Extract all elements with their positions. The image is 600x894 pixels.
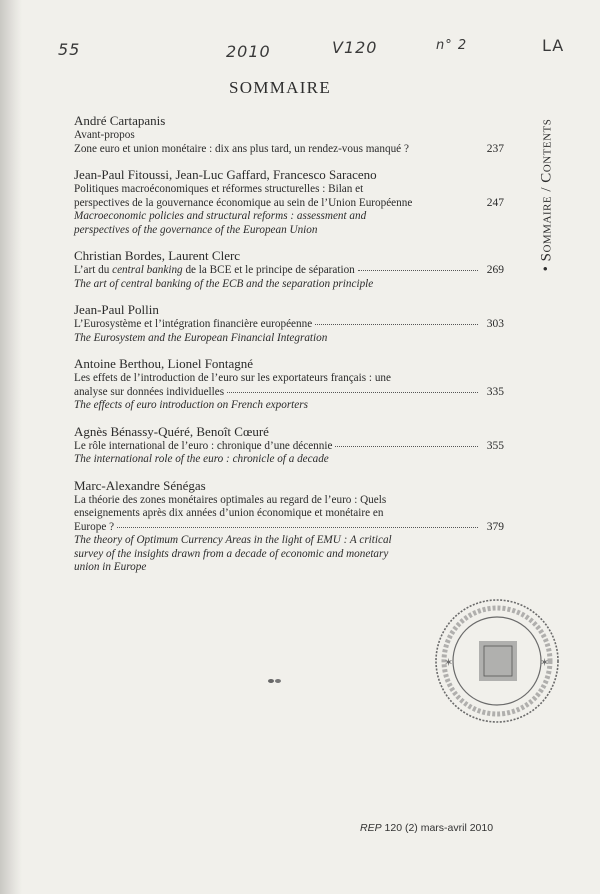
entry-page-number: 335 (486, 385, 504, 398)
title-part: L’art du (74, 264, 113, 276)
entry-authors: Jean-Paul Fitoussi, Jean-Luc Gaffard, Francesco Saraceno (74, 167, 377, 182)
journal-footer (360, 822, 493, 834)
entry-french-title (74, 264, 355, 278)
entry-page-number: 303 (486, 318, 504, 330)
entry-english-title-line: Macroeconomic policies and structural reforms : assessment and (74, 210, 367, 222)
entry-french-title-line: enseignements après dix années d’union économique et monétaire en (74, 507, 384, 519)
toc-entry (74, 478, 504, 575)
entry-english-title-line: The Eurosystem and the European Financial Integration (74, 331, 328, 344)
entry-french-title: L’Eurosystème et l’intégration financière européenne (74, 318, 313, 330)
leader-dots (227, 392, 478, 393)
handwritten-corner-mark: LA (542, 36, 565, 55)
entry-title-text: Zone euro et union monétaire : dix ans plus tard, un rendez-vous manqué ? (74, 142, 409, 155)
toc-entry (74, 248, 504, 291)
svg-text:✶: ✶ (540, 656, 550, 669)
entry-page-number: 237 (486, 142, 504, 155)
entry-title-line (74, 318, 504, 332)
entry-french-title-line: La théorie des zones monétaires optimales au regard de l’euro : Quels (74, 493, 387, 506)
entry-authors: Marc-Alexandre Sénégas (74, 477, 206, 493)
title-part: de la BCE et le principe de séparation (182, 264, 355, 276)
ink-smudge (266, 676, 284, 686)
entry-page-number: 247 (486, 196, 504, 209)
handwritten-year: 2010 (226, 42, 271, 61)
leader-dots (315, 324, 478, 325)
entry-title-line (74, 386, 504, 400)
handwritten-number: 55 (58, 40, 81, 59)
svg-text:✶: ✶ (444, 656, 454, 669)
entry-page-number: 379 (486, 520, 504, 533)
handwritten-volume: V120 (332, 38, 378, 57)
entry-english-title-line: survey of the insights drawn from a decade of economic and monetary (74, 547, 389, 560)
side-label-text: • Sommaire / Contents (538, 118, 555, 272)
leader-dots (358, 270, 478, 271)
entry-french-title: Le rôle international de l’euro : chronique d’une décennie (74, 439, 333, 452)
entry-french-title-line: analyse sur données individuelles (74, 385, 225, 398)
journal-issue: 120 (2) mars-avril 2010 (381, 822, 494, 834)
entry-title-line (74, 264, 504, 278)
entry-title-line (74, 521, 504, 535)
library-stamp (432, 596, 562, 726)
toc-entry (74, 424, 504, 467)
page-title: SOMMAIRE (228, 78, 332, 97)
side-label (534, 90, 560, 300)
toc-entry (74, 356, 504, 413)
entry-authors: Christian Bordes, Laurent Clerc (74, 248, 241, 263)
toc-entry (74, 113, 504, 156)
handwritten-issue: n° 2 (436, 38, 468, 53)
entry-english-title-line: The theory of Optimum Currency Areas in the light of EMU : A critical (74, 534, 392, 546)
toc-entry (74, 302, 504, 345)
entry-english-title-line: The effects of euro introduction on French exporters (74, 399, 308, 411)
page-edge-shadow (0, 0, 22, 894)
entry-english-title-line: The international role of the euro : chronicle of a decade (74, 453, 329, 465)
entry-authors: André Cartapanis (74, 113, 166, 128)
journal-abbrev: REP (360, 822, 382, 834)
entry-title-line (74, 440, 504, 454)
entry-section-label: Avant-propos (74, 129, 135, 141)
entry-english-title-line: The art of central banking of the ECB and the separation principle (74, 277, 374, 290)
leader-dots (117, 527, 478, 528)
entry-page-number: 355 (486, 439, 504, 452)
entry-title-line (74, 143, 504, 157)
entry-page-number: 269 (486, 264, 504, 276)
table-of-contents (74, 113, 504, 586)
entry-authors: Antoine Berthou, Lionel Fontagné (74, 356, 254, 371)
entry-french-title-line: perspectives de la gouvernance économique au sein de l’Union Européenne (74, 196, 413, 209)
leader-dots (335, 446, 477, 447)
entry-english-title-line: union in Europe (74, 561, 147, 573)
toc-entry (74, 167, 504, 237)
entry-french-title-line: Politiques macroéconomiques et réformes structurelles : Bilan et (74, 183, 364, 195)
entry-french-title-line: Les effets de l’introduction de l’euro sur les exportateurs français : une (74, 372, 391, 384)
entry-authors: Agnès Bénassy-Quéré, Benoît Cœuré (74, 423, 269, 439)
entry-title-line (74, 197, 504, 211)
entry-authors: Jean-Paul Pollin (74, 302, 159, 317)
entry-english-title-line: perspectives of the governance of the European Union (74, 223, 318, 236)
entry-french-title-line: Europe ? (74, 520, 115, 533)
title-italic-part: central banking (112, 264, 183, 276)
